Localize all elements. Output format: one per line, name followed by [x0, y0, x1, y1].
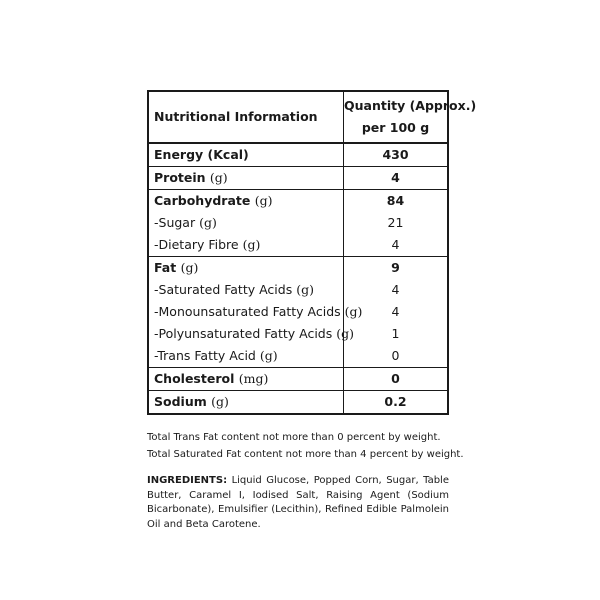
nutrient-value: 0	[344, 368, 449, 391]
table-row	[148, 301, 448, 323]
nutrient-label: Cholesterol	[154, 371, 235, 386]
nutrient-name	[148, 190, 344, 213]
ingredients-heading: INGREDIENTS:	[147, 475, 228, 486]
table-row	[148, 257, 448, 280]
nutrient-value: 1	[391, 326, 400, 341]
nutrient-name	[148, 167, 344, 190]
nutrient-label: -Monounsaturated Fatty Acids	[154, 304, 341, 319]
nutrient-name	[148, 212, 344, 234]
nutrient-name	[148, 323, 355, 345]
nutrient-unit: (g)	[242, 237, 261, 252]
nutrient-unit: (mg)	[238, 371, 269, 386]
table-row	[148, 143, 448, 167]
table-row	[148, 190, 448, 213]
nutrition-label	[147, 90, 477, 532]
nutrient-name	[148, 301, 363, 323]
nutrient-name	[148, 345, 344, 368]
nutrient-unit: (g)	[209, 170, 228, 185]
table-row	[148, 167, 448, 190]
nutrient-label: -Saturated Fatty Acids	[154, 282, 293, 297]
nutrient-name	[148, 279, 344, 301]
nutrition-table	[147, 90, 477, 415]
table-row	[148, 212, 448, 234]
table-row	[148, 279, 448, 301]
quantity-header	[344, 91, 477, 143]
table-row	[148, 234, 448, 257]
table-row	[148, 345, 448, 368]
nutrient-value: 9	[344, 257, 449, 280]
nutrient-label: -Sugar	[154, 215, 196, 230]
nutrient-label: Fat	[154, 260, 177, 275]
nutrient-unit: (g)	[344, 304, 363, 319]
quantity-header-line2: per 100 g	[361, 120, 430, 135]
nutrient-value: 430	[382, 147, 409, 162]
nutrient-label: -Trans Fatty Acid	[154, 348, 256, 363]
nutrient-name	[148, 143, 344, 167]
nutrient-value: 0	[391, 348, 400, 363]
nutrient-unit: (g)	[199, 215, 217, 230]
nutrient-name	[148, 234, 344, 257]
trans-fat-note: Total Trans Fat content not more than 0 percent by weight.	[147, 432, 441, 443]
footnotes	[147, 429, 464, 463]
nutrient-unit: (g)	[180, 260, 199, 275]
ingredients-text: Liquid Glucose, Popped Corn, Sugar, Table Butter, Caramel I, Iodised Salt, Raising Agent (Sodium Bicarbonate), Emulsifier (Lecithin), Refined Edible Palmolein Oil and Beta Carotene.	[147, 475, 449, 530]
saturated-fat-note: Total Saturated Fat content not more than 4 percent by weight.	[147, 449, 464, 460]
nutrient-label: Sodium	[154, 394, 207, 409]
nutrient-label: Carbohydrate	[154, 193, 251, 208]
table-title: Nutritional Information	[148, 91, 344, 143]
nutrient-label: -Polyunsaturated Fatty Acids	[154, 326, 333, 341]
table-header-row	[148, 91, 448, 143]
nutrient-value: 4	[391, 282, 400, 297]
nutrient-value: 84	[344, 190, 449, 213]
nutrient-name	[148, 368, 344, 391]
nutrient-value: 21	[387, 215, 404, 230]
nutrient-value: 4	[391, 237, 400, 252]
quantity-header-line1: Quantity (Approx.)	[344, 98, 477, 113]
nutrient-label: -Dietary Fibre	[154, 237, 239, 252]
nutrient-label: Protein	[154, 170, 206, 185]
nutrient-unit: (g)	[336, 326, 355, 341]
table-row	[148, 323, 448, 345]
ingredients	[147, 474, 449, 532]
nutrient-unit: (g)	[259, 348, 278, 363]
nutrient-value: 0.2	[344, 391, 449, 415]
nutrient-unit: (g)	[254, 193, 273, 208]
nutrient-value: 4	[344, 167, 449, 190]
nutrient-label: Energy (Kcal)	[154, 147, 249, 162]
nutrient-name	[148, 257, 344, 280]
table-row	[148, 391, 448, 415]
nutrient-unit: (g)	[211, 394, 229, 409]
nutrient-unit: (g)	[296, 282, 314, 297]
nutrient-value: 4	[391, 304, 400, 319]
table-row	[148, 368, 448, 391]
nutrient-name	[148, 391, 344, 415]
